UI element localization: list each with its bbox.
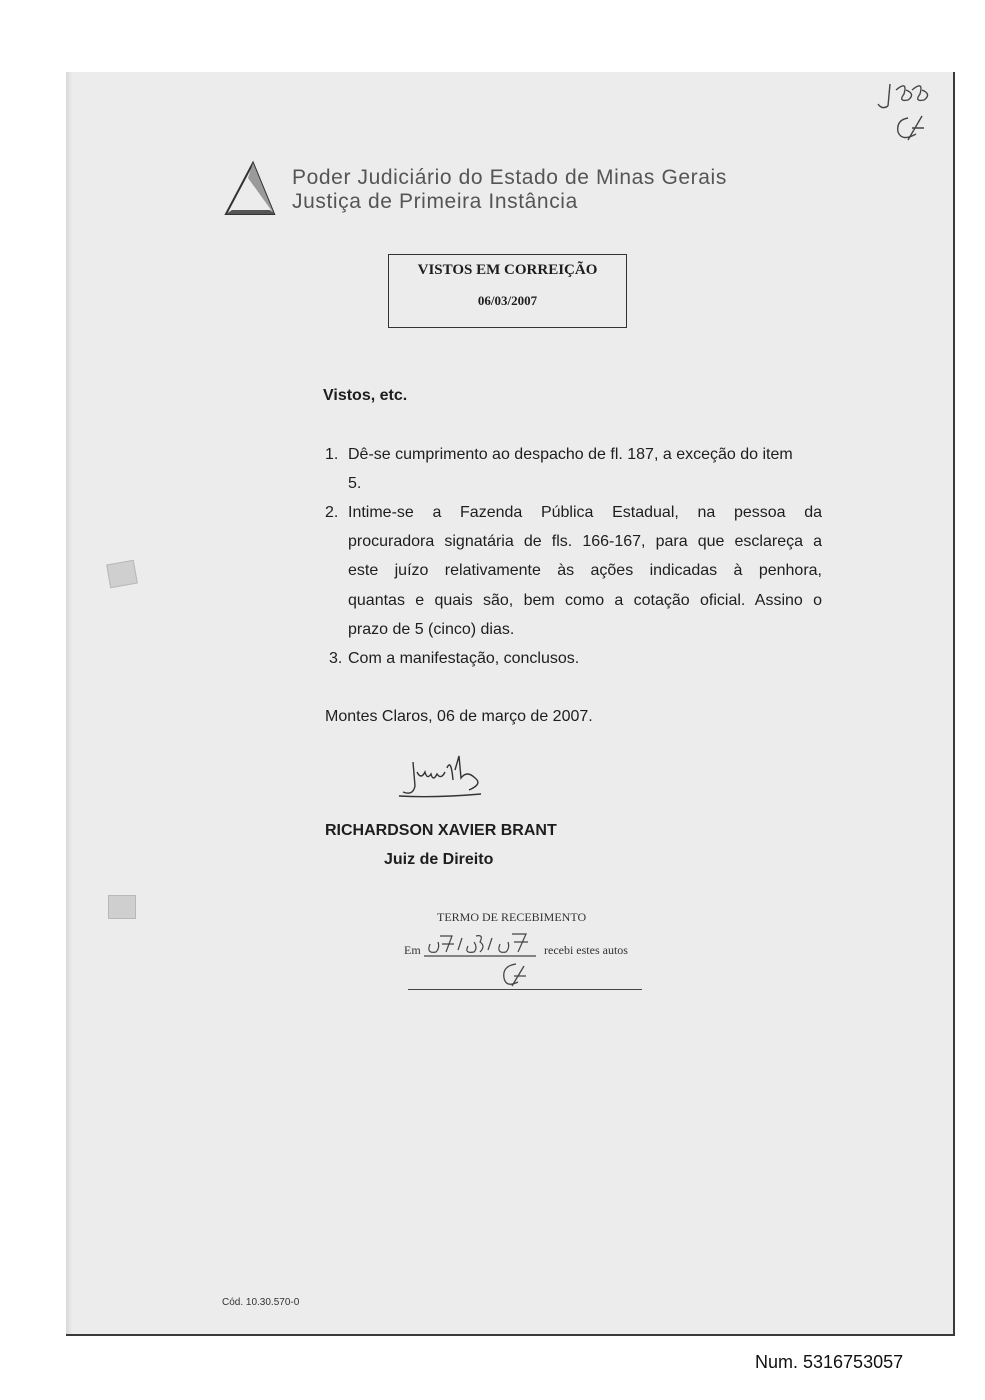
handwritten-initial	[494, 958, 534, 992]
item-line: este juízo relativamente às ações indicadas à penhora,	[348, 562, 822, 579]
receipt-heading: TERMO DE RECEBIMENTO	[437, 910, 587, 924]
binder-hole	[108, 895, 136, 919]
receipt-prefix: Em	[404, 943, 421, 957]
binder-hole	[106, 560, 138, 588]
item-line: quantas e quais são, bem como a cotação oficial. Assino o	[348, 592, 822, 609]
receipt-suffix: recebi estes autos	[544, 943, 628, 957]
judge-signature	[395, 750, 495, 805]
header-court-name: Poder Judiciário do Estado de Minas Gerais	[292, 166, 727, 189]
form-code: Cód. 10.30.570-0	[222, 1297, 300, 1308]
item-number: 1.	[325, 446, 339, 463]
stamp-title: VISTOS EM CORREIÇÃO	[417, 262, 598, 278]
correction-stamp	[388, 254, 627, 328]
stamp-date: 06/03/2007	[477, 293, 538, 308]
item-line: Intime-se a Fazenda Pública Estadual, na pessoa da	[348, 504, 822, 521]
item-number: 3.	[329, 650, 343, 667]
judiciary-logo-icon	[222, 160, 282, 220]
item-line: procuradora signatária de fls. 166-167, para que esclareça a	[348, 533, 822, 550]
item-line: Com a manifestação, conclusos.	[348, 650, 580, 667]
header-instance: Justiça de Primeira Instância	[292, 190, 578, 213]
item-line: 5.	[348, 475, 362, 492]
signatory-name: RICHARDSON XAVIER BRANT	[325, 822, 557, 839]
handwritten-receipt-date	[424, 930, 544, 960]
item-number: 2.	[325, 504, 339, 521]
sheet-edge-shade	[66, 72, 72, 1334]
place-date: Montes Claros, 06 de março de 2007.	[325, 708, 593, 725]
handwritten-folio-mark	[868, 76, 948, 146]
item-line: Dê-se cumprimento ao despacho de fl. 187, a exceção do item	[348, 446, 793, 463]
opening-line: Vistos, etc.	[323, 387, 408, 404]
receipt-signature-line	[408, 989, 642, 990]
signatory-title: Juiz de Direito	[384, 851, 494, 868]
page-number: Num. 5316753057	[755, 1352, 904, 1372]
item-line: prazo de 5 (cinco) dias.	[348, 621, 515, 638]
